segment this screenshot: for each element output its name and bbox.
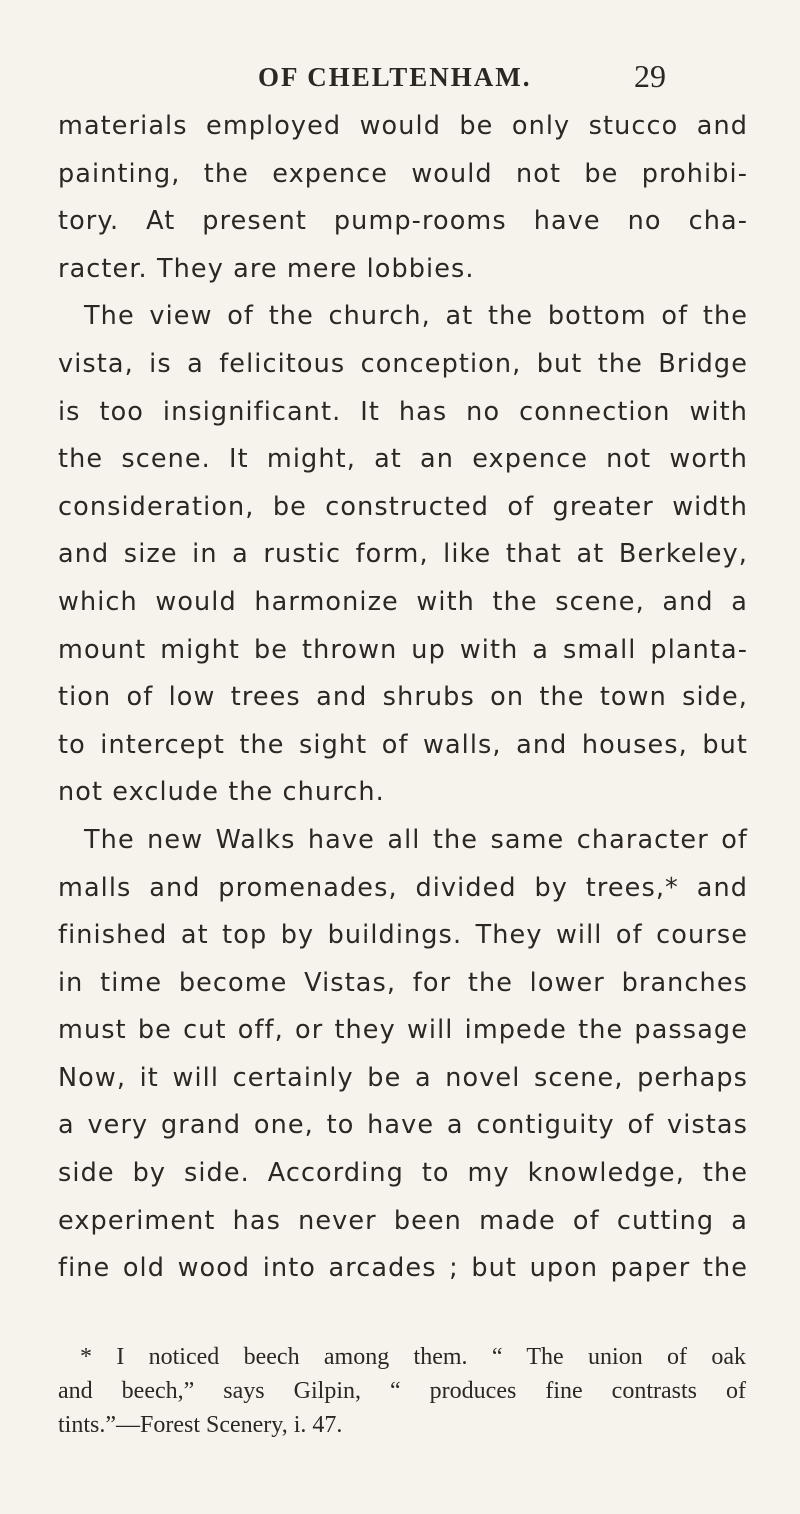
text-line: which would harmonize with the scene, and a <box>58 586 748 617</box>
text-line: tory. At present pump-rooms have no cha- <box>58 206 748 237</box>
text-line: fine old wood into arcades ; but upon paper the <box>58 1253 748 1284</box>
text-line: malls and promenades, divided by trees,* and <box>58 872 748 903</box>
footnote-line: and beech,” says Gilpin, “ produces fine contrasts of <box>58 1378 746 1404</box>
text-line: and size in a rustic form, like that at Berkeley, <box>58 539 748 570</box>
running-head <box>0 58 800 98</box>
text-line: not exclude the church. <box>58 777 385 808</box>
text-line: is too insignificant. It has no connection with <box>58 396 748 427</box>
text-line: finished at top by buildings. They will of course <box>58 920 748 951</box>
text-line: materials employed would be only stucco and <box>58 111 748 141</box>
text-line: racter. They are mere lobbies. <box>58 253 475 284</box>
text-line: The view of the church, at the bottom of the <box>84 301 748 332</box>
text-line: Now, it will certainly be a novel scene, perhaps <box>58 1062 748 1093</box>
text-line: experiment has never been made of cutting a <box>58 1205 748 1236</box>
running-title: OF CHELTENHAM. <box>258 62 532 92</box>
text-line: tion of low trees and shrubs on the town side, <box>58 682 748 713</box>
text-line: must be cut off, or they will impede the passage <box>58 1015 748 1046</box>
text-line: The new Walks have all the same character of <box>84 824 748 855</box>
text-line: mount might be thrown up with a small planta- <box>58 634 748 665</box>
text-line: a very grand one, to have a contiguity of vistas <box>58 1110 748 1141</box>
text-line: to intercept the sight of walls, and houses, but <box>58 729 748 760</box>
footnote-line: tints.”—Forest Scenery, i. 47. <box>58 1412 343 1438</box>
footnote <box>58 1340 746 1442</box>
text-line: side by side. According to my knowledge, the <box>58 1158 748 1189</box>
text-line: painting, the expence would not be prohibi- <box>58 158 748 189</box>
footnote-line: * I noticed beech among them. “ The union of oak <box>80 1344 746 1370</box>
body-text <box>58 103 748 1293</box>
page-number: 29 <box>634 58 666 94</box>
text-line: vista, is a felicitous conception, but the Bridge <box>58 348 748 379</box>
text-line: in time become Vistas, for the lower branches <box>58 967 748 998</box>
text-line: the scene. It might, at an expence not worth <box>58 444 748 475</box>
text-line: consideration, be constructed of greater width <box>58 491 748 522</box>
